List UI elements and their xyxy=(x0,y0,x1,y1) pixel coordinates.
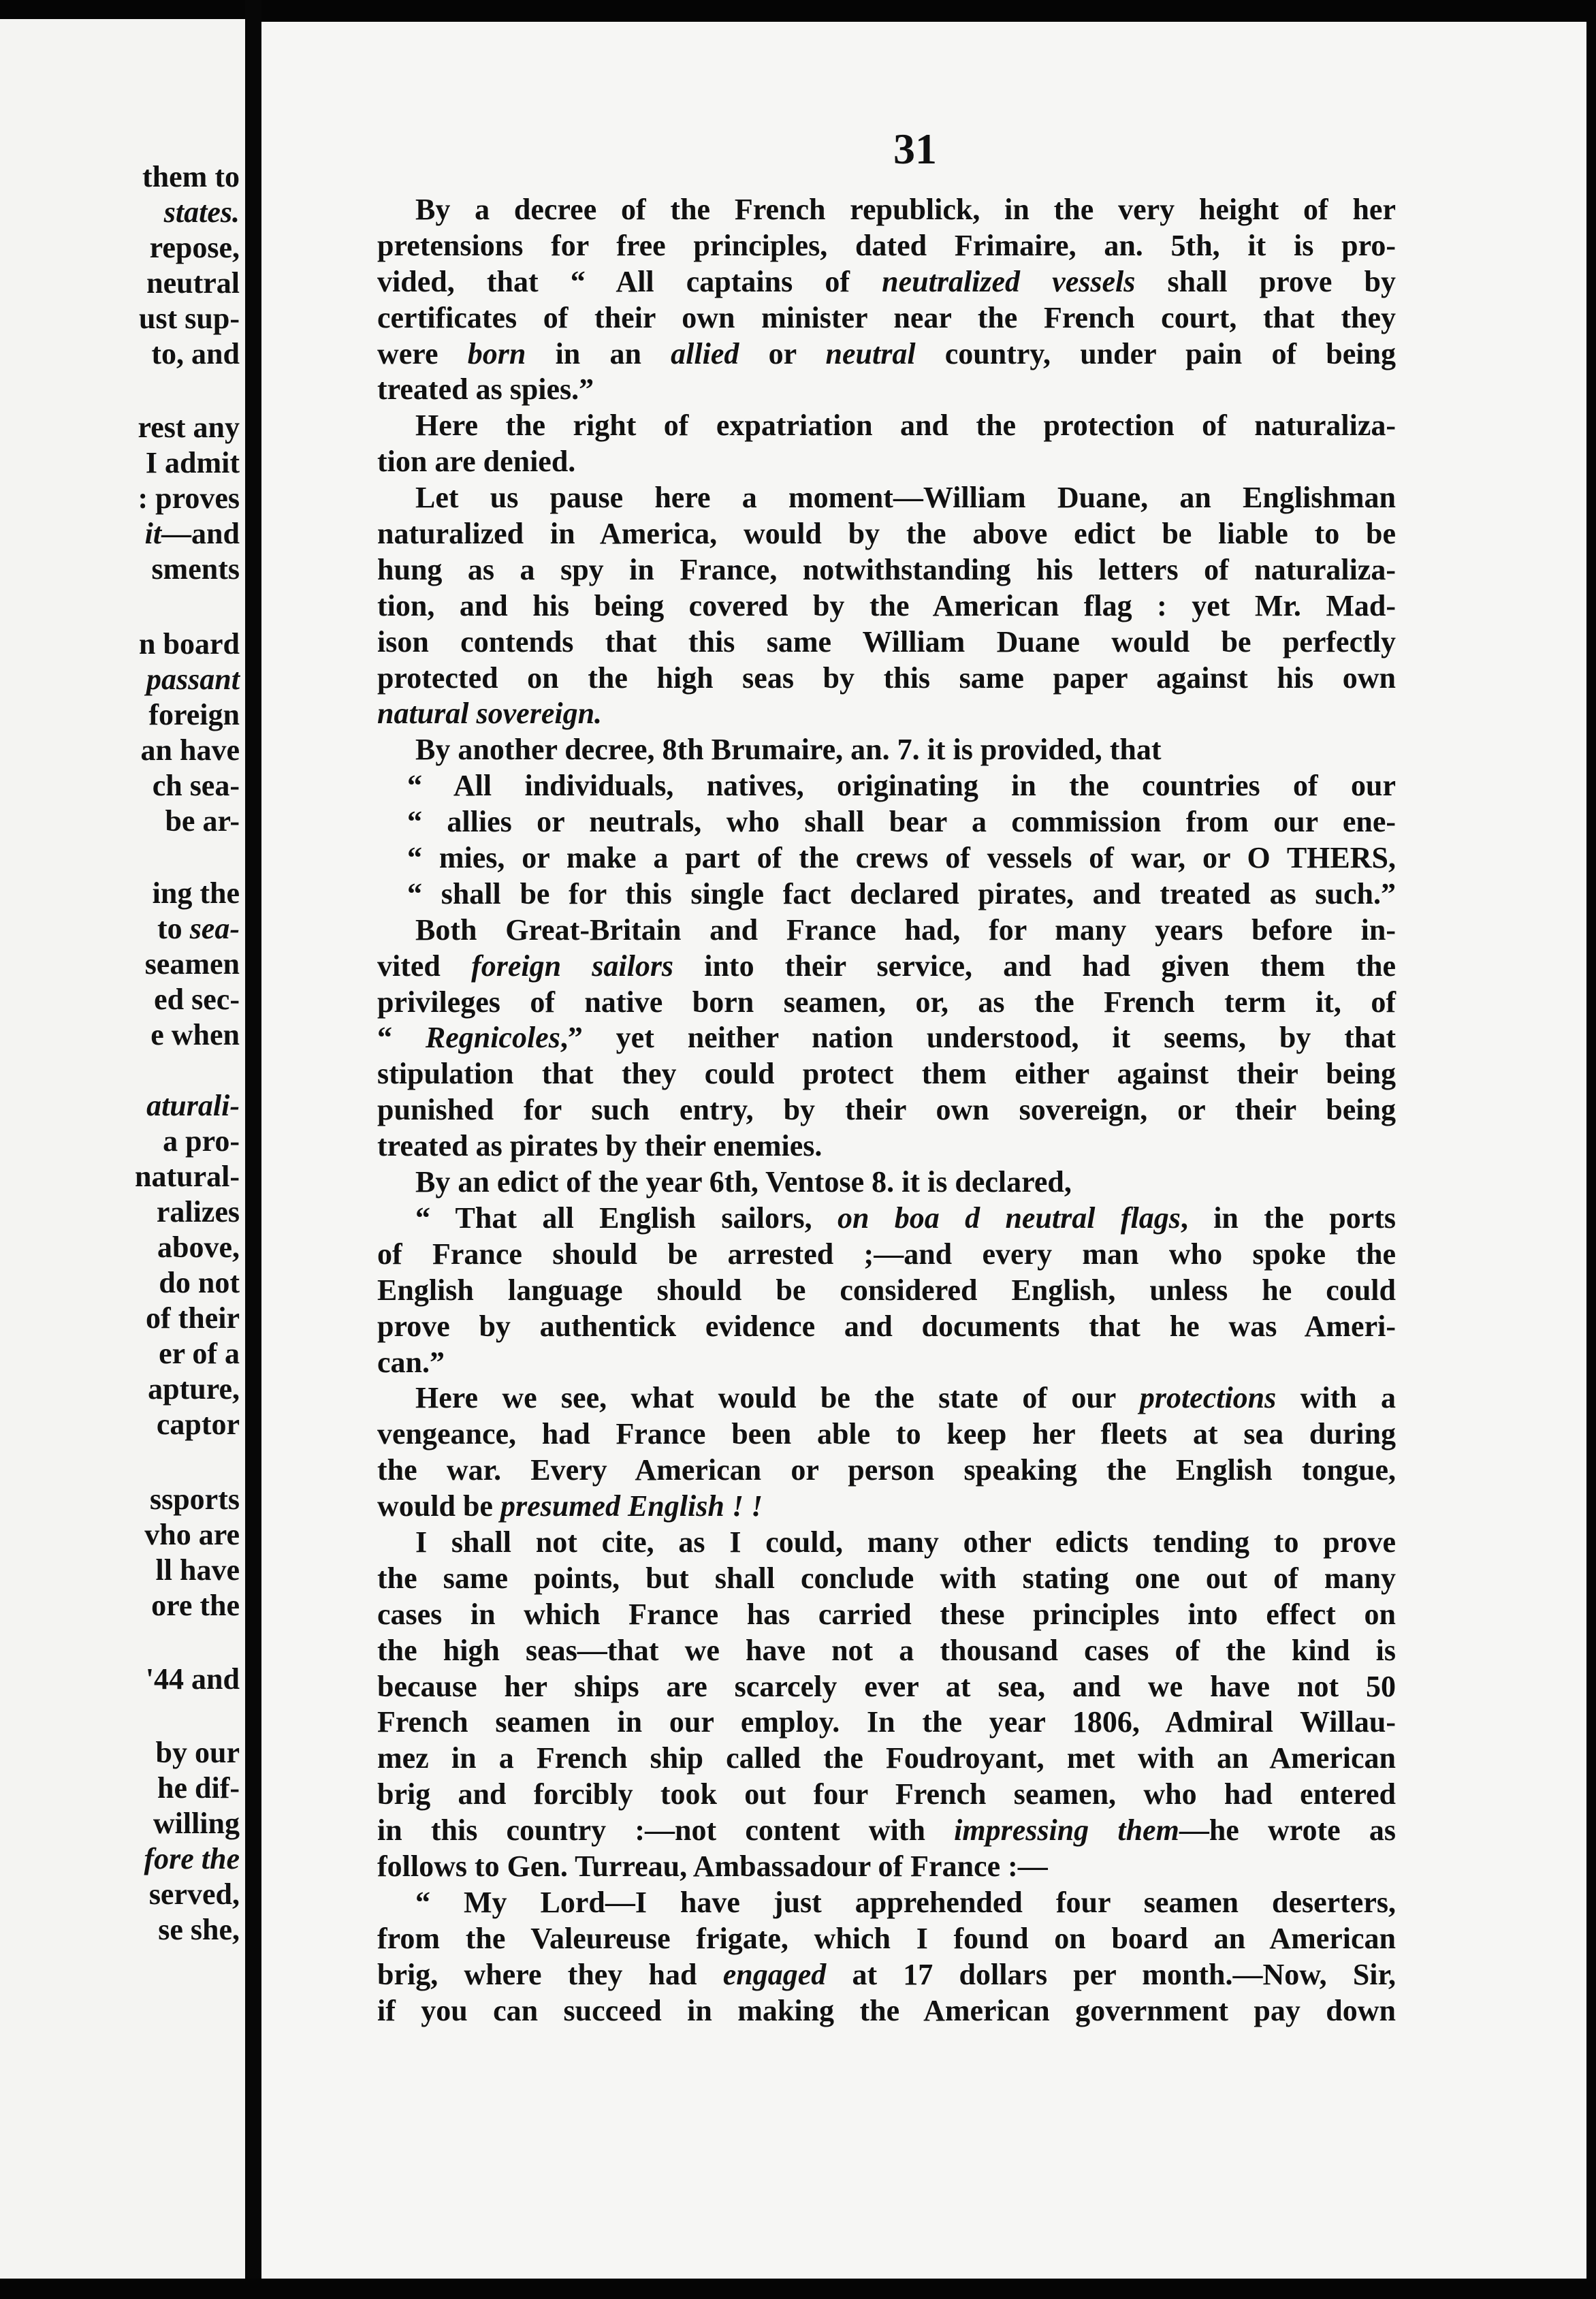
text-line: ison contends that this same William Duane would be perfectly xyxy=(377,624,1396,659)
facing-page-line: rest any xyxy=(138,411,240,444)
facing-page-line: ssports xyxy=(149,1483,240,1516)
text-line: protected on the high seas by this same paper against his own xyxy=(377,661,1396,695)
text-line: By a decree of the French republick, in the very height of her xyxy=(415,193,1396,226)
text-line: because her ships are scarcely ever at sea, and we have not 50 xyxy=(377,1669,1396,1703)
facing-page-line: : proves xyxy=(138,481,240,515)
text-line: I shall not cite, as I could, many other edicts tending to prove xyxy=(415,1525,1396,1559)
facing-page-line: it—and xyxy=(144,517,240,550)
text-line: “ allies or neutrals, who shall bear a commission from our ene- xyxy=(407,805,1396,839)
text-line: treated as pirates by their enemies. xyxy=(377,1129,823,1163)
text-line: Here we see, what would be the state of our protections with a xyxy=(415,1381,1396,1415)
scan-bottom-border xyxy=(0,2279,1596,2299)
text-line: stipulation that they could protect them either against their being xyxy=(377,1057,1396,1091)
facing-page-line: er of a xyxy=(159,1337,240,1370)
facing-page-line: to sea- xyxy=(157,912,240,945)
book-page xyxy=(261,22,1586,2279)
text-line: Here the right of expatriation and the protection of naturaliza- xyxy=(415,409,1396,443)
text-line: brig and forcibly took out four French seamen, who had entered xyxy=(377,1777,1396,1811)
facing-page-line: captor xyxy=(156,1408,240,1441)
scan-right-border xyxy=(1586,0,1596,2299)
facing-page-line: sments xyxy=(151,552,240,586)
text-line: vided, that “ All captains of neutralized vessels shall prove by xyxy=(377,264,1396,298)
text-line: from the Valeureuse frigate, which I found on board an American xyxy=(377,1921,1396,1955)
text-line: pretensions for free principles, dated Frimaire, an. 5th, it is pro- xyxy=(377,228,1396,262)
text-line: of France should be arrested ;—and every man who spoke the xyxy=(377,1237,1396,1271)
text-line: “ All individuals, natives, originating in the countries of our xyxy=(407,769,1396,803)
text-line: Let us pause here a moment—William Duane, an Englishman xyxy=(415,481,1396,515)
page-number: 31 xyxy=(893,125,937,173)
text-line: French seamen in our employ. In the year 1806, Admiral Willau- xyxy=(377,1705,1396,1739)
text-line: tion are denied. xyxy=(377,445,576,479)
facing-page-line: natural- xyxy=(135,1160,240,1193)
facing-page-line: fore the xyxy=(144,1842,240,1875)
text-line: natural sovereign. xyxy=(377,697,603,731)
text-line: if you can succeed in making the American government pay down xyxy=(377,1993,1396,2027)
facing-page-line: willing xyxy=(153,1807,240,1840)
text-line: vengeance, had France been able to keep her fleets at sea during xyxy=(377,1417,1396,1451)
text-line: were born in an allied or neutral country, under pain of being xyxy=(377,336,1396,370)
facing-page-line: passant xyxy=(146,663,240,696)
facing-page-line: ll have xyxy=(155,1553,240,1587)
facing-page-line: be ar- xyxy=(165,804,240,838)
facing-page-line: foreign xyxy=(148,698,240,731)
facing-page-line: by our xyxy=(155,1736,240,1769)
facing-page-line: vho are xyxy=(144,1518,240,1551)
facing-page-fragment xyxy=(0,19,245,2279)
text-line: “ My Lord—I have just apprehended four seamen deserters, xyxy=(415,1885,1396,1919)
text-line: cases in which France has carried these principles into effect on xyxy=(377,1597,1396,1631)
facing-page-line: '44 and xyxy=(145,1662,240,1696)
facing-page-line: ing the xyxy=(152,876,240,910)
text-line: follows to Gen. Turreau, Ambassadour of France :— xyxy=(377,1849,1048,1883)
text-line: privileges of native born seamen, or, as the French term it, of xyxy=(377,985,1396,1019)
text-line: Both Great-Britain and France had, for many years before in- xyxy=(415,913,1396,947)
facing-page-line: n board xyxy=(139,627,240,661)
facing-page-line: ust sup- xyxy=(139,302,240,335)
text-line: the same points, but shall conclude with stating one out of many xyxy=(377,1561,1396,1595)
facing-page-line: of their xyxy=(145,1301,240,1335)
text-line: would be presumed English ! ! xyxy=(377,1489,763,1523)
book-gutter xyxy=(245,0,261,2299)
facing-page-line: seamen xyxy=(144,947,240,981)
facing-page-line: a pro- xyxy=(163,1124,240,1158)
facing-page-line: above, xyxy=(157,1231,240,1264)
text-line: the high seas—that we have not a thousand cases of the kind is xyxy=(377,1633,1396,1667)
facing-page-line: to, and xyxy=(151,337,240,370)
text-line: certificates of their own minister near the French court, that they xyxy=(377,300,1396,334)
facing-page-line: states. xyxy=(163,195,240,229)
text-line: “ shall be for this single fact declared pirates, and treated as such.” xyxy=(407,876,1396,910)
facing-page-line: e when xyxy=(150,1018,240,1051)
facing-page-line: ed sec- xyxy=(154,983,240,1016)
facing-page-line: apture, xyxy=(148,1372,240,1406)
facing-page-line: I admit xyxy=(145,446,240,479)
facing-page-line: neutral xyxy=(146,266,240,300)
facing-page-line: aturali- xyxy=(146,1089,240,1122)
facing-page-line: ralizes xyxy=(156,1195,240,1228)
text-line: treated as spies.” xyxy=(377,372,594,407)
facing-page-line: he dif- xyxy=(157,1771,240,1805)
text-line: vited foreign sailors into their service, and had given them the xyxy=(377,949,1396,983)
text-line: By an edict of the year 6th, Ventose 8. it is declared, xyxy=(415,1165,1072,1199)
facing-page-line: do not xyxy=(159,1266,240,1299)
text-line: can.” xyxy=(377,1345,445,1379)
text-line: the war. Every American or person speaking the English tongue, xyxy=(377,1453,1396,1487)
text-line: “ mies, or make a part of the crews of vessels of war, or O THERS, xyxy=(407,841,1396,875)
facing-page-line: them to xyxy=(142,160,240,193)
text-line: naturalized in America, would by the above edict be liable to be xyxy=(377,517,1396,551)
text-line: hung as a spy in France, notwithstanding his letters of naturaliza- xyxy=(377,552,1396,586)
text-line: tion, and his being covered by the American flag : yet Mr. Mad- xyxy=(377,588,1396,622)
text-line: punished for such entry, by their own sovereign, or their being xyxy=(377,1093,1396,1127)
facing-page-line: ore the xyxy=(151,1589,240,1622)
text-line: in this country :—not content with impressing them—he wrote as xyxy=(377,1813,1396,1848)
facing-page-line: se she, xyxy=(158,1913,240,1946)
text-line: “ That all English sailors, on boa d neutral flags, in the ports xyxy=(415,1201,1396,1235)
text-line: brig, where they had engaged at 17 dollars per month.—Now, Sir, xyxy=(377,1957,1396,1991)
facing-page-line: repose, xyxy=(149,231,240,264)
text-line: “ Regnicoles,” yet neither nation understood, it seems, by that xyxy=(377,1021,1396,1055)
text-line: prove by authentick evidence and documents that he was Ameri- xyxy=(377,1309,1396,1343)
facing-page-line: an have xyxy=(140,733,240,767)
body-text xyxy=(377,192,1396,2029)
facing-page-line: ch sea- xyxy=(152,769,240,802)
text-line: mez in a French ship called the Foudroyant, met with an American xyxy=(377,1741,1396,1775)
text-line: By another decree, 8th Brumaire, an. 7. it is provided, that xyxy=(415,733,1162,767)
facing-page-line: served, xyxy=(148,1877,240,1911)
text-line: English language should be considered English, unless he could xyxy=(377,1273,1396,1307)
